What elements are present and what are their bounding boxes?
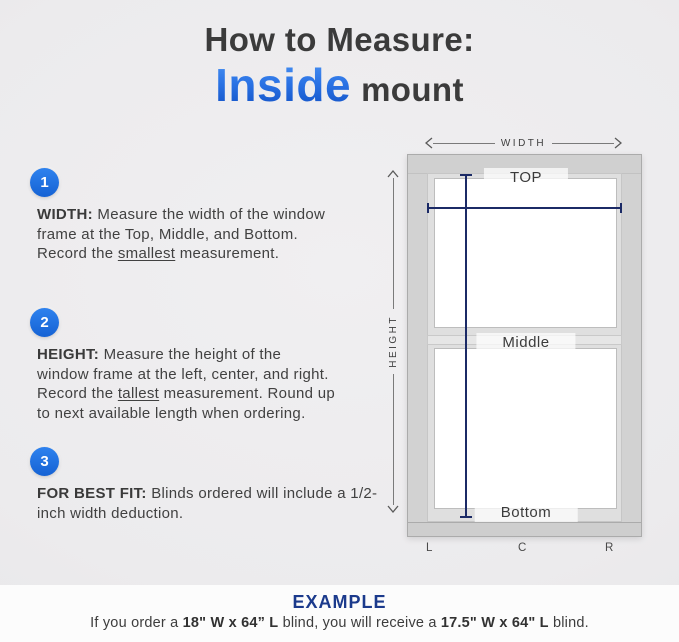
- window-sill: [407, 522, 642, 537]
- width-label: WIDTH: [500, 137, 547, 149]
- step-3-number-badge: 3: [30, 447, 59, 476]
- dimension-line: [433, 143, 495, 144]
- example-received-size: 17.5" W x 64" L: [440, 615, 549, 631]
- step-2-number-badge: 2: [30, 308, 59, 337]
- step-3-body: Blinds ordered will include a 1/2-inch width deduction.: [37, 485, 378, 522]
- example-text-middle: blind, you will receive a: [278, 615, 441, 631]
- arrow-left-icon: [425, 137, 433, 149]
- example-sentence: [0, 615, 679, 631]
- example-ordered-size: 18" W x 64” L: [182, 615, 279, 631]
- example-footer: [0, 585, 679, 642]
- step-1-underlined-word: smallest: [117, 245, 176, 262]
- window-diagram: [380, 135, 665, 565]
- arrow-up-icon: [387, 170, 399, 178]
- middle-position-label: Middle: [476, 333, 575, 352]
- arrow-down-icon: [387, 505, 399, 513]
- width-measure-line: [427, 207, 622, 209]
- step-1-number-badge: 1: [30, 168, 59, 197]
- window-pane-top: [434, 178, 617, 328]
- arrow-right-icon: [614, 137, 622, 149]
- height-measure-line: [465, 174, 467, 518]
- top-position-label: TOP: [484, 168, 568, 187]
- example-heading: EXAMPLE: [292, 592, 387, 612]
- step-2-body: Measure the height of the window frame at the left, center, and right. Record the: [37, 346, 329, 402]
- dimension-line: [552, 143, 614, 144]
- page-title: How to Measure:: [204, 21, 475, 58]
- step-2-underlined-word: tallest: [117, 385, 160, 402]
- bottom-position-label: Bottom: [475, 503, 578, 522]
- height-dimension-arrow: [386, 170, 400, 513]
- step-1-label: WIDTH:: [37, 206, 93, 223]
- step-3-label: FOR BEST FIT:: [37, 485, 147, 502]
- dimension-line: [393, 374, 394, 505]
- page-subtitle: [0, 60, 679, 112]
- subtitle-rest: mount: [361, 70, 464, 108]
- step-2-label: HEIGHT:: [37, 346, 100, 363]
- marker-right: R: [605, 542, 615, 554]
- subtitle-accent: Inside: [215, 58, 352, 111]
- step-2-text: [37, 345, 337, 423]
- marker-left: L: [426, 542, 434, 554]
- step-1-text: [37, 205, 327, 264]
- step-1-body: Measure the width of the window frame at the Top, Middle, and Bottom. Record the: [37, 206, 326, 262]
- title-block: [0, 22, 679, 111]
- height-label: HEIGHT: [387, 315, 399, 368]
- width-dimension-arrow: [425, 136, 622, 150]
- step-1-body-end: measurement.: [175, 245, 280, 262]
- marker-center: C: [518, 542, 528, 554]
- window-pane-bottom: [434, 348, 617, 509]
- example-text-start: If you order a: [90, 615, 183, 631]
- dimension-line: [393, 178, 394, 309]
- step-3-text: [37, 484, 382, 523]
- step-2-body-end: measurement. Round up to next available length when ordering.: [37, 385, 336, 422]
- example-text-end: blind.: [548, 615, 589, 631]
